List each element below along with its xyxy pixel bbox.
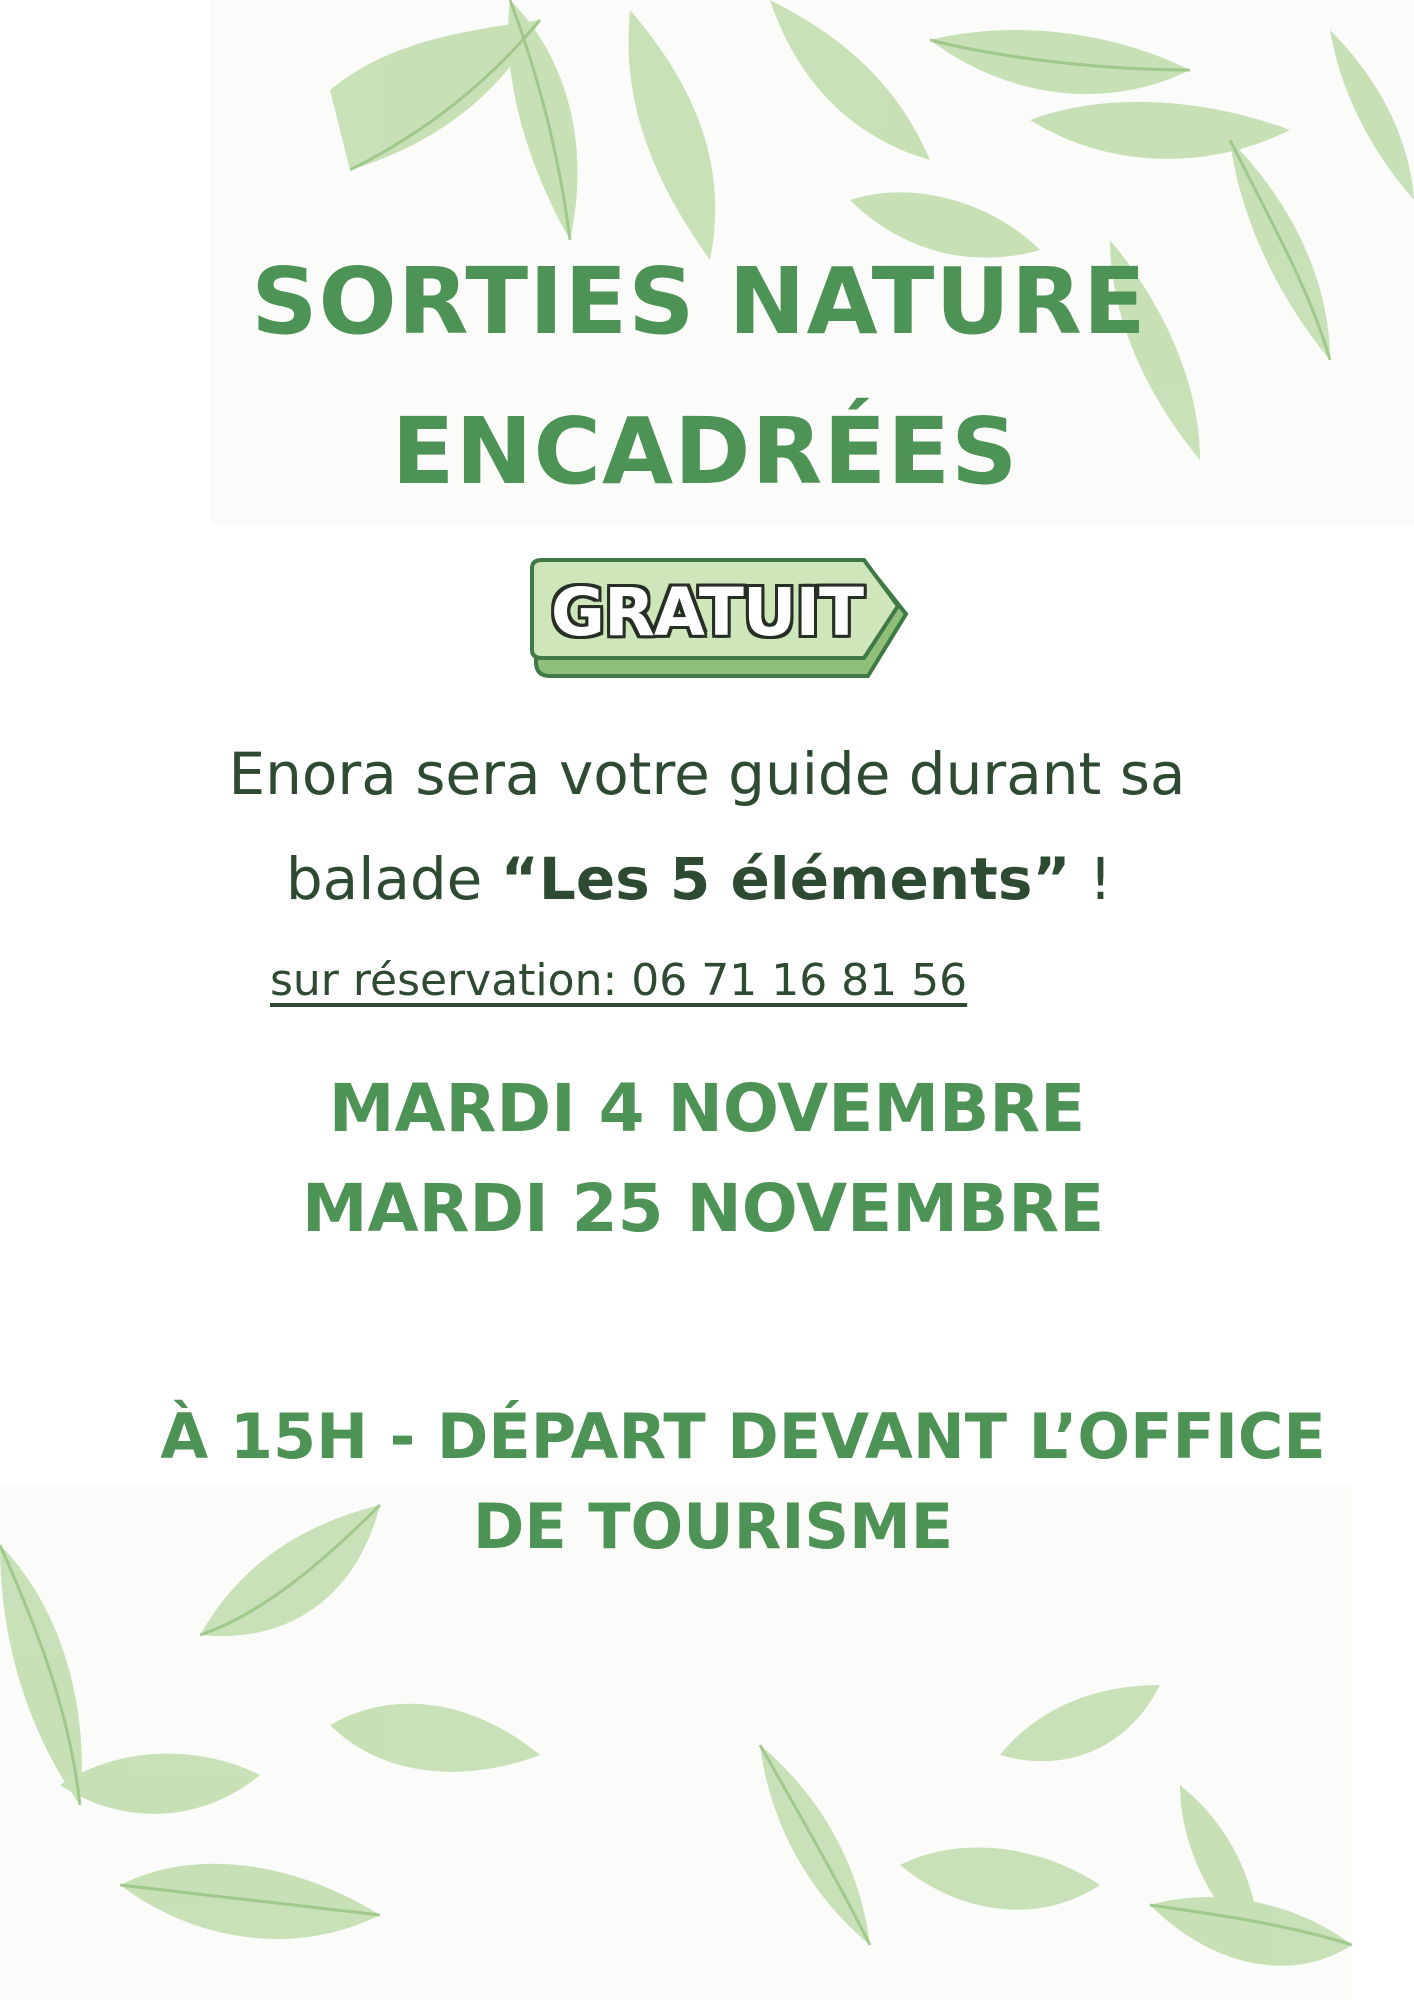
guide-text-prefix: balade [285, 845, 501, 913]
page-title-line-1: SORTIES NATURE [251, 248, 1147, 355]
guide-text-line-2 [0, 845, 1406, 913]
guide-text-line-1: Enora sera votre guide durant sa [228, 740, 1186, 808]
date-2: MARDI 25 NOVEMBRE [301, 1170, 1105, 1247]
page-title-line-2: ENCADRÉES [391, 398, 1019, 505]
free-badge-label: GRATUIT [550, 574, 864, 651]
meeting-info-line-1: À 15H - DÉPART DEVANT L’OFFICE [160, 1400, 1326, 1473]
guide-text-suffix: ! [1070, 845, 1113, 913]
meeting-info-line-2: DE TOURISME [472, 1490, 954, 1563]
walk-title: “Les 5 éléments” [500, 845, 1071, 913]
date-1: MARDI 4 NOVEMBRE [328, 1070, 1086, 1147]
reservation-phone-link[interactable]: sur réservation: 06 71 16 81 56 [270, 955, 968, 1006]
